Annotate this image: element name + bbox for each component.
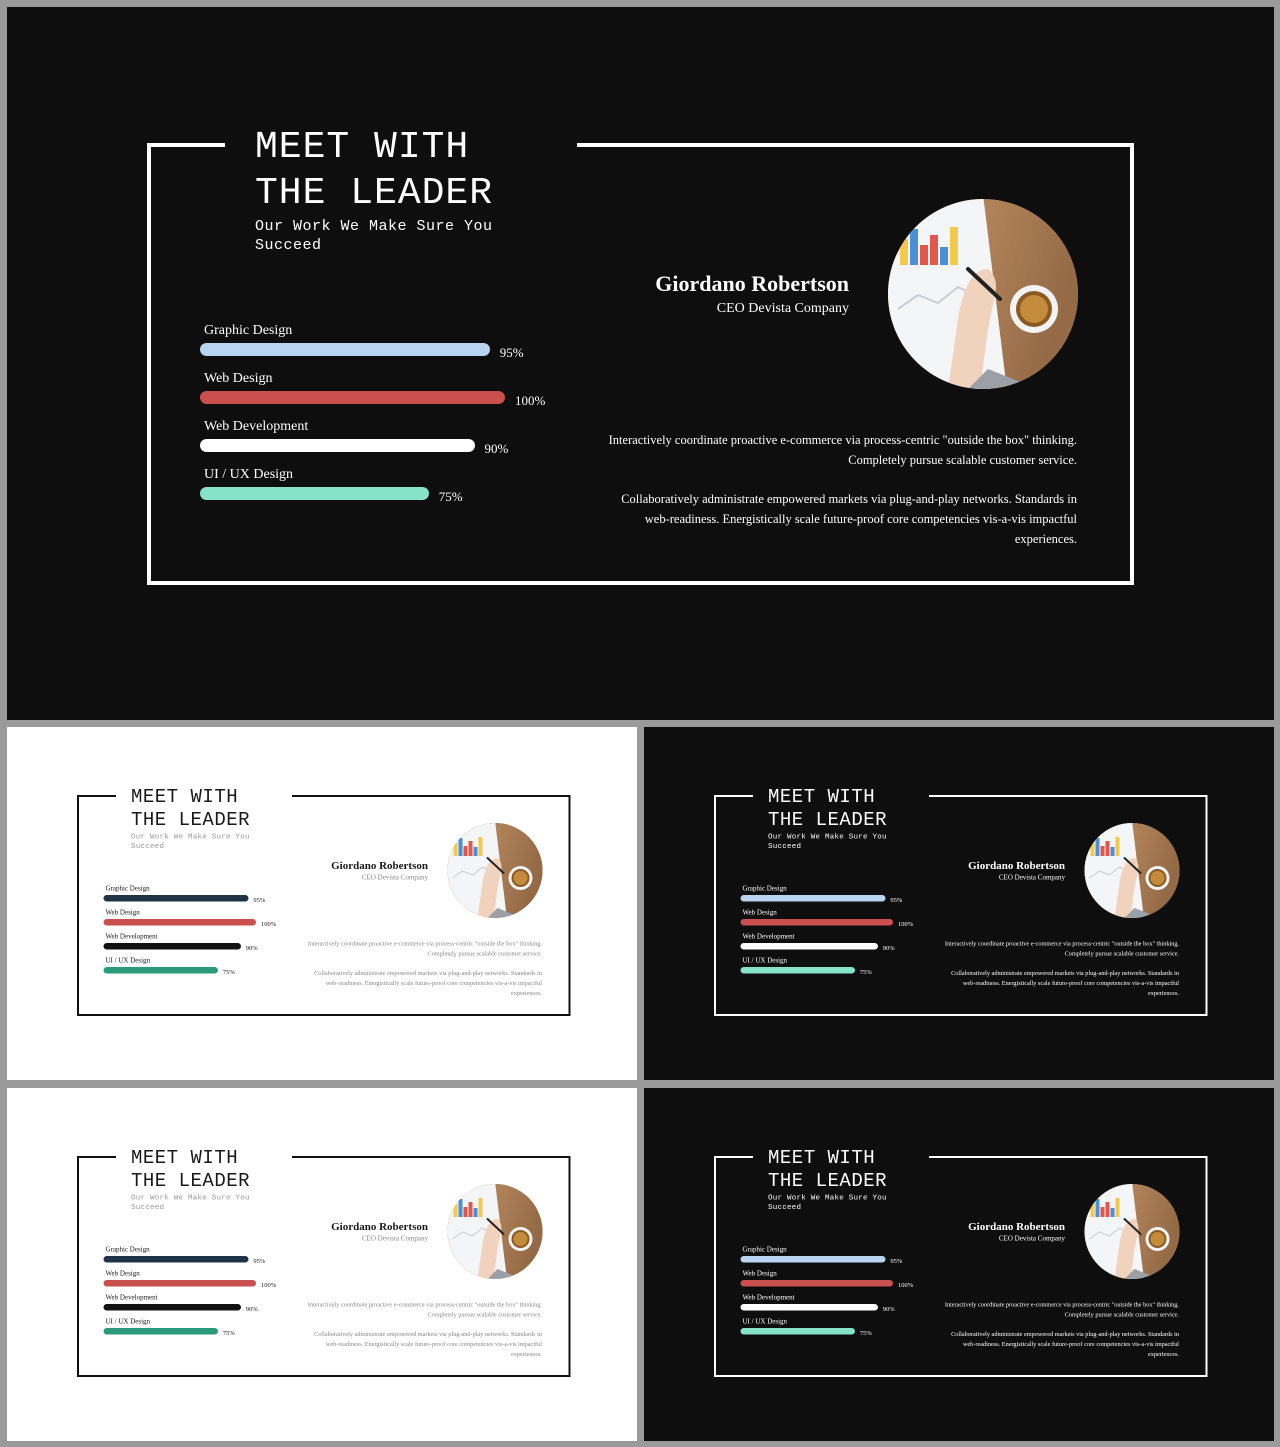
skill-bar [741, 1328, 855, 1335]
skill-item [200, 467, 580, 515]
skill-bar [104, 943, 241, 950]
skill-percent: 90% [882, 1305, 895, 1313]
slide-content [7, 1088, 637, 1441]
skill-percent: 95% [253, 1257, 266, 1265]
skill-bar [741, 1256, 886, 1263]
skills-list [741, 885, 931, 981]
skill-label: Graphic Design [105, 885, 150, 893]
leader-photo [448, 1184, 543, 1279]
skill-item [741, 957, 931, 981]
person-role: CEO Devista Company [998, 874, 1065, 882]
leader-photo [1085, 823, 1180, 918]
title-line-1: MEET WITH [768, 1147, 876, 1169]
description [944, 1300, 1179, 1369]
skill-percent: 90% [245, 944, 258, 952]
person-name: Giordano Robertson [331, 1220, 428, 1233]
skill-percent: 95% [890, 1257, 903, 1265]
frame-top-left-line [77, 1156, 116, 1158]
person-role: CEO Devista Company [361, 1235, 428, 1243]
frame-top-right-line [292, 1156, 571, 1158]
skill-percent: 75% [859, 1329, 872, 1337]
person-name: Giordano Robertson [331, 859, 428, 872]
slide-title [255, 125, 493, 217]
slide-subtitle: Our Work We Make Sure You Succeed [255, 218, 493, 254]
skill-label: UI / UX Design [742, 1318, 788, 1326]
skill-label: Graphic Design [204, 323, 293, 338]
title-line-2: THE LEADER [768, 809, 888, 831]
skill-percent: 75% [222, 1329, 235, 1337]
skills-list [741, 1246, 931, 1342]
skill-bar [104, 1304, 241, 1311]
skill-label: Web Development [742, 933, 795, 941]
description [307, 1300, 542, 1369]
description-paragraph-2: Collaboratively administrate empowered markets via plug-and-play networks. Standards in web-readiness. Energistically scale future-proof core competencies vis-a-vis impactful experiences. [951, 1330, 1179, 1358]
skill-item [741, 1246, 931, 1270]
skill-label: Web Development [105, 1294, 158, 1302]
slide-subtitle: Our Work We Make Sure You Succeed [768, 1193, 887, 1212]
skill-item [104, 885, 294, 909]
title-line-1: MEET WITH [768, 786, 876, 808]
desk-photo-illustration [1085, 823, 1180, 918]
skill-label: UI / UX Design [105, 1318, 151, 1326]
skill-label: Graphic Design [105, 1246, 150, 1254]
slide-title [131, 1147, 250, 1193]
skill-item [104, 933, 294, 957]
desk-photo-illustration [448, 1184, 543, 1279]
skill-percent: 100% [515, 393, 546, 408]
description-paragraph-1: Interactively coordinate proactive e-commerce via process-centric "outside the box" thinking. Completely pursue scalable customer service. [307, 1301, 542, 1318]
skill-item [104, 1270, 294, 1294]
slide-thumbnail-light-1[interactable] [7, 727, 637, 1080]
skill-percent: 95% [253, 896, 266, 904]
skill-label: Web Design [204, 371, 273, 386]
leader-photo [1085, 1184, 1180, 1279]
skill-label: Graphic Design [742, 1246, 787, 1254]
leader-photo [888, 199, 1078, 389]
slide-content [644, 727, 1274, 1080]
description-paragraph-1: Interactively coordinate proactive e-commerce via process-centric "outside the box" thinking. Completely pursue scalable customer service. [944, 1301, 1179, 1318]
skill-label: Web Development [105, 933, 158, 941]
skill-label: Web Design [105, 909, 140, 917]
skill-item [104, 957, 294, 981]
desk-photo-illustration [888, 199, 1078, 389]
skill-percent: 90% [484, 441, 509, 456]
skills-list [104, 885, 294, 981]
skills-list [200, 323, 580, 515]
skill-label: Web Design [742, 909, 777, 917]
desk-photo-illustration [448, 823, 543, 918]
skill-bar [104, 967, 218, 974]
description [607, 430, 1077, 568]
slide-thumbnail-dark-1[interactable] [644, 727, 1274, 1080]
slide-subtitle: Our Work We Make Sure You Succeed [768, 832, 887, 851]
description-paragraph-1: Interactively coordinate proactive e-commerce via process-centric "outside the box" thinking. Completely pursue scalable customer service. [608, 433, 1077, 467]
description [944, 939, 1179, 1008]
title-line-2: THE LEADER [131, 809, 251, 831]
slide-title [768, 1147, 887, 1193]
skill-bar [741, 967, 855, 974]
skill-label: Web Development [742, 1294, 795, 1302]
person-name: Giordano Robertson [655, 271, 849, 296]
leader-photo [448, 823, 543, 918]
description-paragraph-2: Collaboratively administrate empowered markets via plug-and-play networks. Standards in web-readiness. Energistically scale future-proof core competencies vis-a-vis impactful experiences. [951, 969, 1179, 997]
title-line-1: MEET WITH [255, 126, 470, 169]
slide-thumbnail-dark-2[interactable] [644, 1088, 1274, 1441]
slide-content [644, 1088, 1274, 1441]
person-name: Giordano Robertson [968, 1220, 1065, 1233]
skill-percent: 95% [499, 345, 524, 360]
skill-label: Web Development [204, 419, 309, 434]
skill-bar [104, 1328, 218, 1335]
skill-percent: 90% [882, 944, 895, 952]
skill-item [741, 1318, 931, 1342]
skill-item [741, 933, 931, 957]
skill-bar [200, 439, 475, 452]
skill-percent: 75% [222, 968, 235, 976]
skill-item [741, 909, 931, 933]
skill-bar [741, 1304, 878, 1311]
skill-label: Web Design [742, 1270, 777, 1278]
skill-item [104, 1246, 294, 1270]
slide-title [768, 786, 887, 832]
skill-label: UI / UX Design [204, 467, 294, 482]
person-role: CEO Devista Company [998, 1235, 1065, 1243]
skill-label: Graphic Design [742, 885, 787, 893]
skill-percent: 100% [261, 1281, 277, 1289]
skill-bar [104, 919, 257, 926]
slide-large-dark [7, 7, 1274, 720]
skill-bar [741, 1280, 894, 1287]
skill-item [741, 1294, 931, 1318]
skill-bar [741, 919, 894, 926]
description-paragraph-2: Collaboratively administrate empowered markets via plug-and-play networks. Standards in web-readiness. Energistically scale future-proof core competencies vis-a-vis impactful experiences. [621, 492, 1077, 546]
title-line-1: MEET WITH [131, 1147, 239, 1169]
skill-percent: 90% [245, 1305, 258, 1313]
description-paragraph-1: Interactively coordinate proactive e-commerce via process-centric "outside the box" thinking. Completely pursue scalable customer service. [944, 940, 1179, 957]
skill-item [200, 419, 580, 467]
slide-thumbnail-light-2[interactable] [7, 1088, 637, 1441]
skill-item [104, 1318, 294, 1342]
skill-bar [741, 943, 878, 950]
slide-title [131, 786, 250, 832]
skill-bar [104, 895, 249, 902]
person-name: Giordano Robertson [968, 859, 1065, 872]
skill-percent: 95% [890, 896, 903, 904]
slide-content [7, 727, 637, 1080]
desk-photo-illustration [1085, 1184, 1180, 1279]
skill-bar [741, 895, 886, 902]
frame-top-left-line [77, 795, 116, 797]
frame-top-right-line [577, 143, 1134, 147]
skill-label: Web Design [105, 1270, 140, 1278]
skill-label: UI / UX Design [105, 957, 151, 965]
skill-item [104, 909, 294, 933]
description-paragraph-2: Collaboratively administrate empowered markets via plug-and-play networks. Standards in web-readiness. Energistically scale future-proof core competencies vis-a-vis impactful experiences. [314, 1330, 542, 1358]
skill-bar [200, 391, 505, 404]
skill-percent: 100% [898, 920, 914, 928]
frame-top-right-line [292, 795, 571, 797]
skill-item [104, 1294, 294, 1318]
person-role: CEO Devista Company [361, 874, 428, 882]
title-line-2: THE LEADER [131, 1170, 251, 1192]
frame-top-left-line [147, 143, 225, 147]
skill-bar [104, 1280, 257, 1287]
description [307, 939, 542, 1008]
frame-top-left-line [714, 1156, 753, 1158]
skill-bar [200, 487, 429, 500]
skill-item [741, 885, 931, 909]
title-line-2: THE LEADER [255, 172, 494, 215]
skill-item [200, 323, 580, 371]
skill-bar [200, 343, 490, 356]
skill-percent: 75% [859, 968, 872, 976]
skill-label: UI / UX Design [742, 957, 788, 965]
title-line-1: MEET WITH [131, 786, 239, 808]
description-paragraph-2: Collaboratively administrate empowered markets via plug-and-play networks. Standards in web-readiness. Energistically scale future-proof core competencies vis-a-vis impactful experiences. [314, 969, 542, 997]
skill-item [200, 371, 580, 419]
skill-percent: 75% [438, 489, 463, 504]
frame-top-right-line [929, 795, 1208, 797]
description-paragraph-1: Interactively coordinate proactive e-commerce via process-centric "outside the box" thinking. Completely pursue scalable customer service. [307, 940, 542, 957]
person-role: CEO Devista Company [716, 301, 849, 316]
skill-item [741, 1270, 931, 1294]
frame-top-left-line [714, 795, 753, 797]
skill-percent: 100% [898, 1281, 914, 1289]
title-line-2: THE LEADER [768, 1170, 888, 1192]
skill-percent: 100% [261, 920, 277, 928]
slide-content [7, 7, 1274, 720]
frame-top-right-line [929, 1156, 1208, 1158]
slide-subtitle: Our Work We Make Sure You Succeed [131, 832, 250, 851]
skill-bar [104, 1256, 249, 1263]
slide-subtitle: Our Work We Make Sure You Succeed [131, 1193, 250, 1212]
skills-list [104, 1246, 294, 1342]
